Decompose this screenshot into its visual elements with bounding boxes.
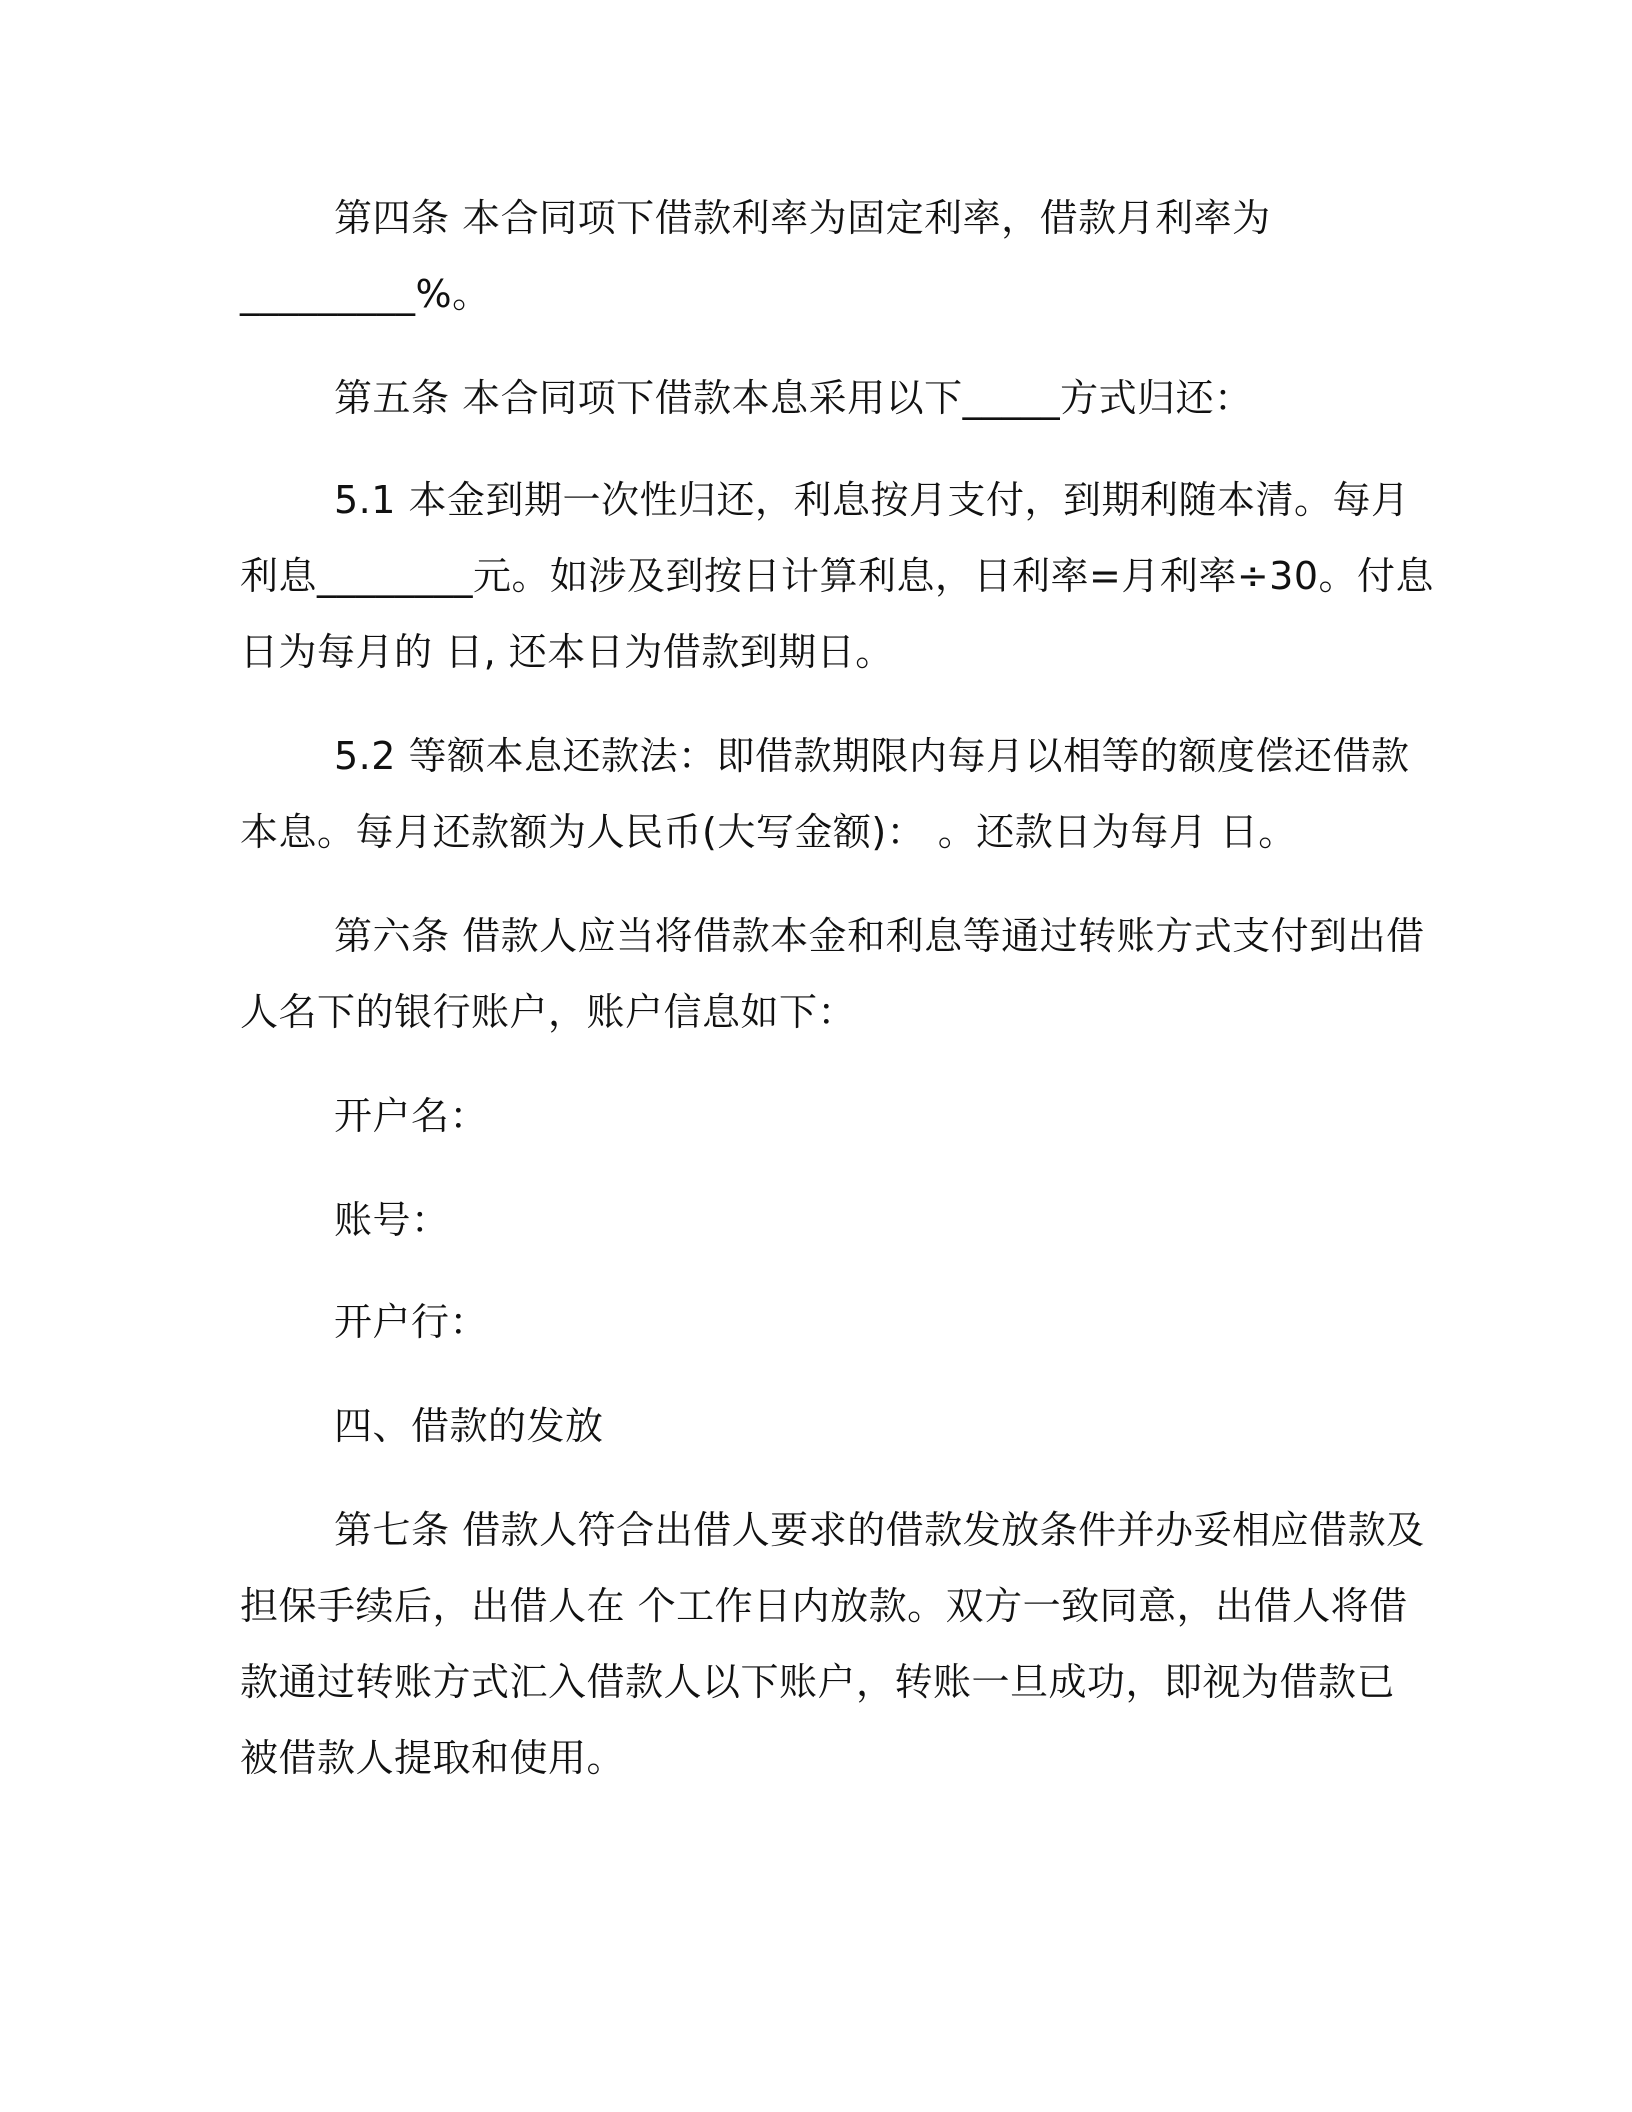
clause-5-1-line-3: 日为每月的 日, 还本日为借款到期日。: [240, 630, 894, 674]
article-7-line-1: 第七条 借款人符合出借人要求的借款发放条件并办妥相应借款及: [334, 1508, 1425, 1552]
bank-branch-label: 开户行：: [334, 1300, 489, 1344]
clause-5-1-line-1: 5.1 本金到期一次性归还，利息按月支付，到期利随本清。每月: [334, 478, 1410, 522]
article-4-line-2: _________%。: [240, 272, 491, 316]
account-number-label: 账号：: [334, 1198, 450, 1242]
account-name-label: 开户名：: [334, 1094, 489, 1138]
clause-5-2-line-2: 本息。每月还款额为人民币(大写金额)： 。还款日为每月 日。: [240, 810, 1297, 854]
article-6-line-2: 人名下的银行账户，账户信息如下：: [240, 990, 857, 1034]
article-5-heading: 第五条 本合同项下借款本息采用以下_____方式归还：: [334, 376, 1253, 420]
clause-5-2-line-1: 5.2 等额本息还款法：即借款期限内每月以相等的额度偿还借款: [334, 734, 1410, 778]
clause-5-1-line-2: 利息________元。如涉及到按日计算利息，日利率=月利率÷30。付息: [240, 554, 1435, 598]
article-4-line-1: 第四条 本合同项下借款利率为固定利率，借款月利率为: [334, 196, 1271, 240]
article-7-line-3: 款通过转账方式汇入借款人以下账户，转账一旦成功，即视为借款已: [240, 1660, 1396, 1704]
article-6-line-1: 第六条 借款人应当将借款本金和利息等通过转账方式支付到出借: [334, 914, 1425, 958]
article-7-line-4: 被借款人提取和使用。: [240, 1736, 626, 1780]
article-7-line-2: 担保手续后，出借人在 个工作日内放款。双方一致同意，出借人将借: [240, 1584, 1408, 1628]
section-4-heading: 四、借款的发放: [334, 1404, 604, 1448]
